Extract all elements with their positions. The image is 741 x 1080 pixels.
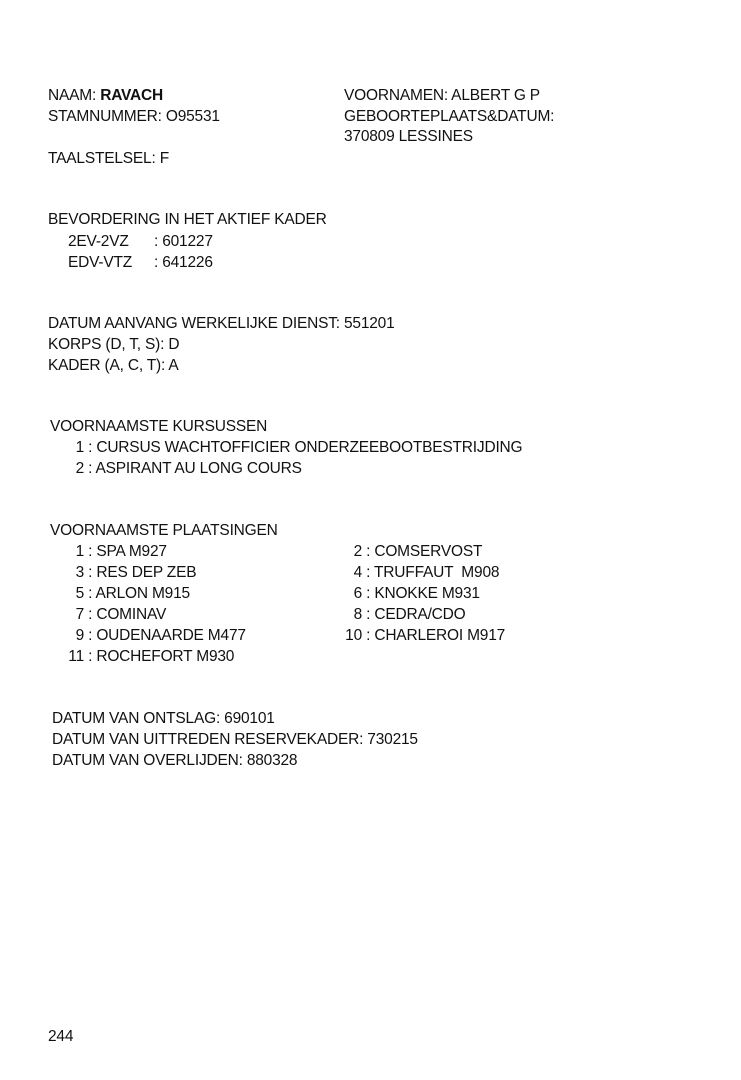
- plaatsing-item: [326, 542, 482, 562]
- plaatsing-text: : SPA M927: [88, 543, 167, 560]
- plaatsing-item: [326, 563, 499, 583]
- plaatsing-item: [48, 563, 196, 583]
- kursus-num: 1: [75, 439, 84, 456]
- plaatsing-item: [48, 542, 167, 562]
- kursus-item: [48, 459, 302, 479]
- plaatsing-text: : KNOKKE M931: [366, 585, 480, 602]
- bevordering-row: [68, 253, 213, 273]
- plaatsing-text: : COMINAV: [88, 606, 167, 623]
- plaatsing-num: 6: [353, 585, 362, 602]
- plaatsing-text: : ARLON M915: [88, 585, 190, 602]
- plaatsing-num: 9: [75, 627, 84, 644]
- plaatsing-item: [326, 584, 480, 604]
- korps: KORPS (D, T, S): D: [48, 336, 180, 353]
- plaatsing-text: : CHARLEROI M917: [366, 627, 506, 644]
- kursus-item: [48, 438, 522, 458]
- kursus-text: : CURSUS WACHTOFFICIER ONDERZEEBOOTBESTRIJDING: [88, 439, 523, 456]
- plaatsing-num: 4: [353, 564, 362, 581]
- bevordering-code: 2EV-2VZ: [68, 233, 129, 250]
- geboorte-label: GEBOORTEPLAATS&DATUM:: [344, 108, 555, 125]
- plaatsing-num: 1: [75, 543, 84, 560]
- plaatsing-num: 2: [353, 543, 362, 560]
- bevordering-code: EDV-VTZ: [68, 254, 133, 271]
- plaatsing-num: 8: [353, 606, 362, 623]
- plaatsing-text: : TRUFFAUT M908: [366, 564, 500, 581]
- plaatsing-item: [48, 626, 246, 646]
- page-number: 244: [48, 1028, 74, 1045]
- plaatsingen-title: VOORNAAMSTE PLAATSINGEN: [50, 522, 278, 539]
- kursussen-title: VOORNAAMSTE KURSUSSEN: [50, 418, 268, 435]
- plaatsing-text: : CEDRA/CDO: [366, 606, 466, 623]
- kursus-text: : ASPIRANT AU LONG COURS: [88, 460, 302, 477]
- datum-ontslag: DATUM VAN ONTSLAG: 690101: [52, 710, 275, 727]
- plaatsing-item: [48, 605, 166, 625]
- plaatsing-item: [48, 647, 234, 667]
- taalstelsel: TAALSTELSEL: F: [48, 150, 169, 167]
- naam-value: RAVACH: [100, 87, 164, 104]
- aanvang-dienst: DATUM AANVANG WERKELIJKE DIENST: 551201: [48, 315, 395, 332]
- plaatsing-num: 10: [345, 627, 362, 644]
- bevordering-date: : 641226: [154, 254, 213, 271]
- bevordering-row: [68, 232, 213, 252]
- stamnummer: STAMNUMMER: O95531: [48, 108, 220, 125]
- plaatsing-text: : OUDENAARDE M477: [88, 627, 246, 644]
- kader: KADER (A, C, T): A: [48, 357, 179, 374]
- plaatsing-text: : ROCHEFORT M930: [88, 648, 235, 665]
- plaatsing-item: [48, 584, 190, 604]
- datum-uittreden: DATUM VAN UITTREDEN RESERVEKADER: 730215: [52, 731, 418, 748]
- kursus-num: 2: [75, 460, 84, 477]
- plaatsing-num: 5: [75, 585, 84, 602]
- naam-label: NAAM:: [48, 87, 101, 104]
- plaatsing-text: : RES DEP ZEB: [88, 564, 197, 581]
- plaatsing-num: 11: [68, 648, 84, 665]
- bevordering-date: : 601227: [154, 233, 213, 250]
- plaatsing-num: 7: [75, 606, 84, 623]
- plaatsing-item: [326, 626, 505, 646]
- voornamen: VOORNAMEN: ALBERT G P: [344, 87, 540, 104]
- bevordering-title: BEVORDERING IN HET AKTIEF KADER: [48, 211, 327, 228]
- plaatsing-num: 3: [75, 564, 84, 581]
- plaatsing-text: : COMSERVOST: [366, 543, 483, 560]
- geboorte-value: 370809 LESSINES: [344, 128, 473, 145]
- naam-line: [48, 86, 163, 106]
- datum-overlijden: DATUM VAN OVERLIJDEN: 880328: [52, 752, 298, 769]
- plaatsing-item: [326, 605, 466, 625]
